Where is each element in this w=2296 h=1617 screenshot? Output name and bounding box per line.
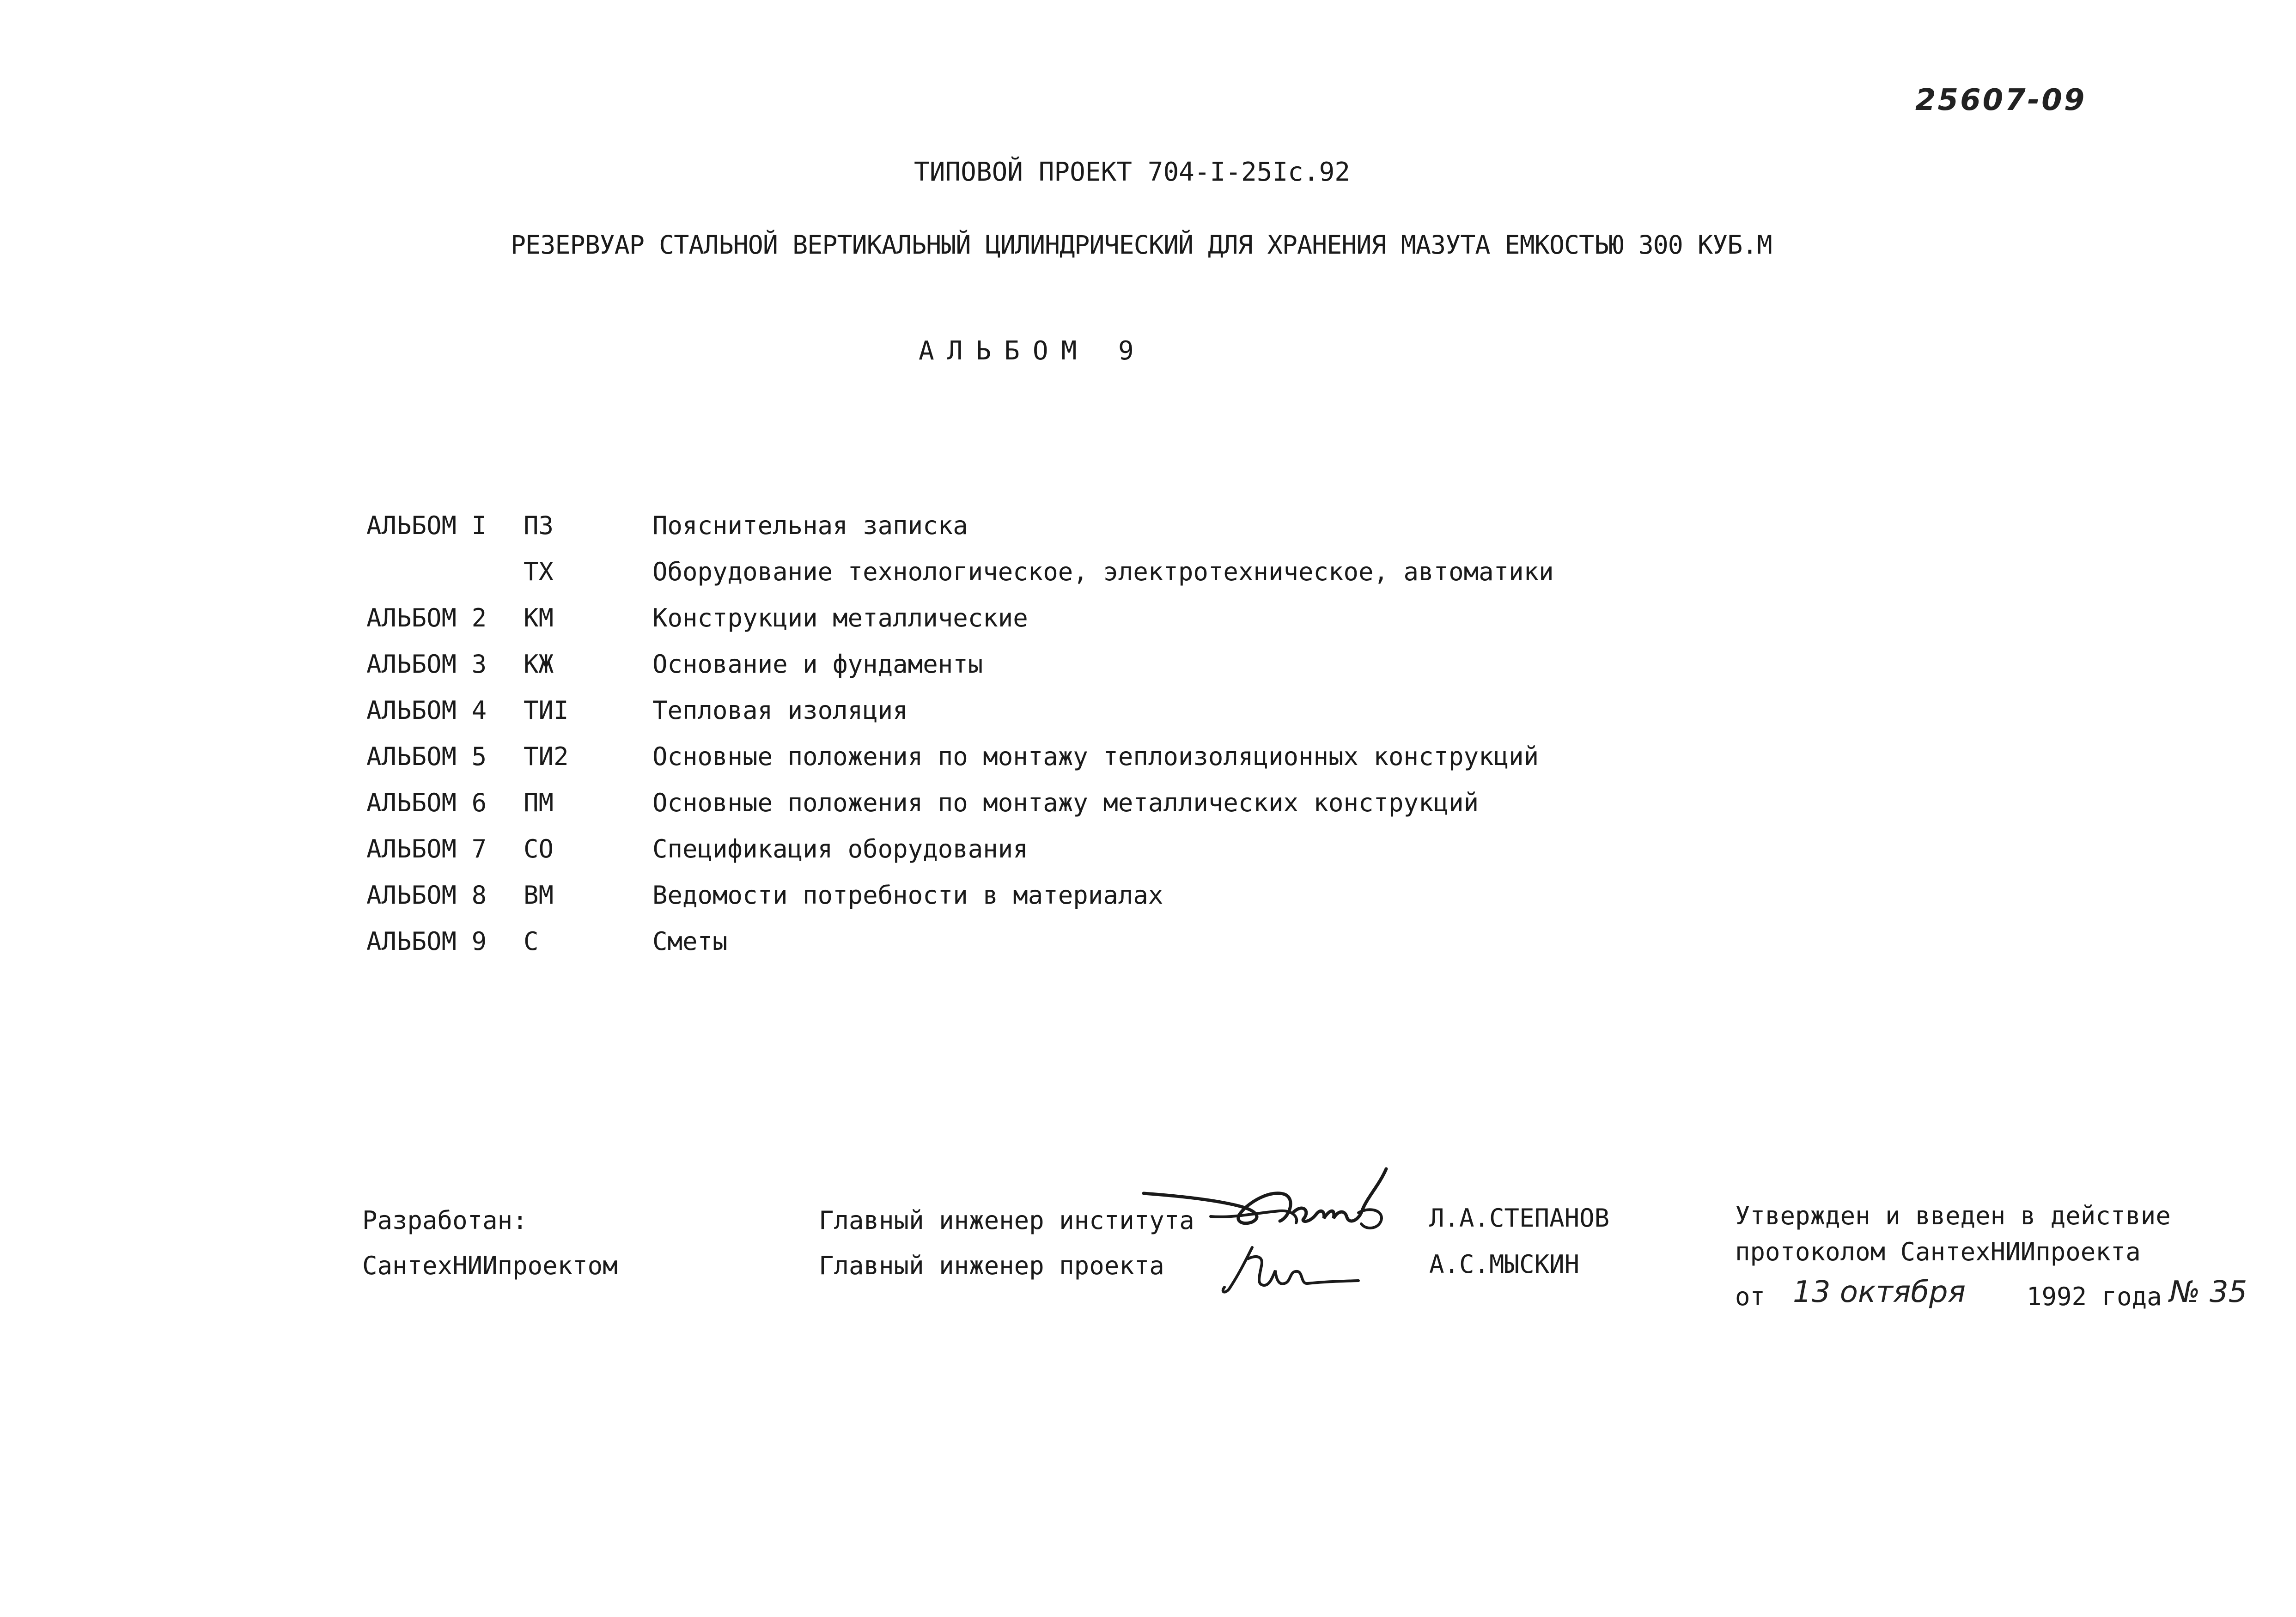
developer-name: СантехНИИпроектом — [362, 1251, 618, 1280]
album-heading: АЛЬБОМ 9 — [919, 336, 1147, 366]
album-title: Пояснительная записка — [652, 511, 968, 540]
chief-engineer-institute-label: Главный инженер института — [819, 1206, 1194, 1235]
album-code: СО — [524, 834, 554, 863]
album-title: Основные положения по монтажу теплоизоляционных конструкций — [652, 742, 1539, 771]
handwritten-date: 13 октября — [1793, 1275, 1966, 1309]
album-title: Спецификация оборудования — [652, 834, 1028, 863]
chief-engineer-project-name: А.С.МЫСКИН — [1429, 1250, 1580, 1279]
album-title: Тепловая изоляция — [652, 696, 908, 725]
album-number: АЛЬБОМ 3 — [366, 650, 487, 679]
album-code: ТИI — [524, 696, 569, 725]
signature-myskin — [1220, 1243, 1363, 1298]
album-number: АЛЬБОМ 6 — [366, 788, 487, 817]
album-number: АЛЬБОМ 9 — [366, 927, 487, 956]
protocol-number: № 35 — [2169, 1275, 2247, 1309]
approval-line-2: протоколом СантехНИИпроекта — [1735, 1237, 2141, 1266]
album-title: Основание и фундаменты — [652, 650, 983, 679]
album-number: АЛЬБОМ 4 — [366, 696, 487, 725]
approval-line-1: Утвержден и введен в действие — [1735, 1201, 2171, 1230]
album-code: ПМ — [524, 788, 554, 817]
date-prefix: от — [1735, 1282, 1766, 1311]
album-number: АЛЬБОМ 8 — [366, 881, 487, 910]
album-title: Ведомости потребности в материалах — [652, 881, 1163, 910]
approval-year: 1992 года — [2027, 1282, 2162, 1311]
project-subject: РЕЗЕРВУАР СТАЛЬНОЙ ВЕРТИКАЛЬНЫЙ ЦИЛИНДРИЧЕСКИЙ ДЛЯ ХРАНЕНИЯ МАЗУТА ЕМКОСТЬЮ 300 КУБ.М — [511, 230, 1772, 260]
project-line: ТИПОВОЙ ПРОЕКТ 704-I-25Iс.92 — [914, 157, 1351, 187]
album-code: КЖ — [524, 650, 554, 679]
album-title: Конструкции металлические — [652, 603, 1028, 632]
album-number: АЛЬБОМ 7 — [366, 834, 487, 863]
album-code: ТХ — [524, 557, 554, 586]
album-code: ВМ — [524, 881, 554, 910]
album-code: С — [524, 927, 539, 956]
album-code: КМ — [524, 603, 554, 632]
developed-label: Разработан: — [362, 1206, 528, 1235]
album-number: АЛЬБОМ I — [366, 511, 487, 540]
album-number: АЛЬБОМ 2 — [366, 603, 487, 632]
album-title: Основные положения по монтажу металлических конструкций — [652, 788, 1479, 817]
registration-number: 25607-09 — [1915, 83, 2087, 117]
album-code: ТИ2 — [524, 742, 569, 771]
chief-engineer-institute-name: Л.А.СТЕПАНОВ — [1429, 1204, 1610, 1233]
album-number: АЛЬБОМ 5 — [366, 742, 487, 771]
album-code: ПЗ — [524, 511, 554, 540]
album-title: Сметы — [652, 927, 728, 956]
chief-engineer-project-label: Главный инженер проекта — [819, 1251, 1164, 1280]
album-title: Оборудование технологическое, электротехническое, автоматики — [652, 557, 1554, 586]
